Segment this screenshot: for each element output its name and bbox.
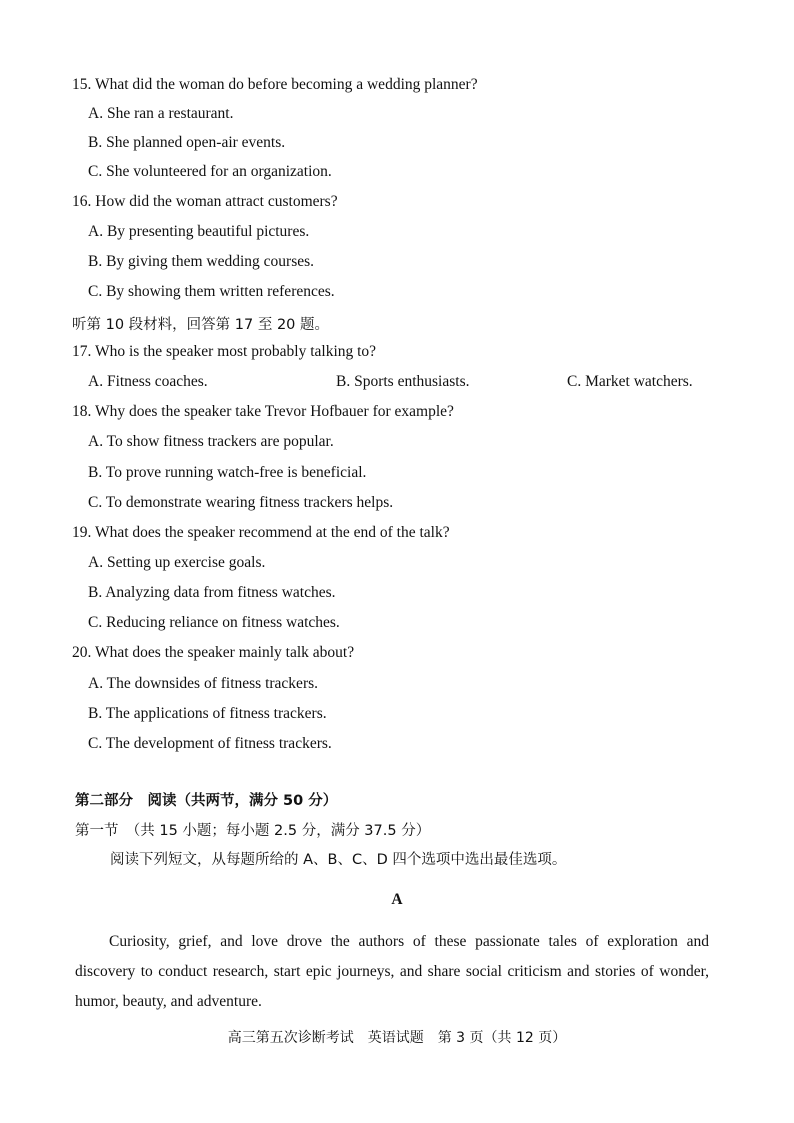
question-15-option-a: A. She ran a restaurant. — [88, 105, 234, 122]
question-18-option-a: A. To show fitness trackers are popular. — [88, 433, 334, 450]
question-20-option-b: B. The applications of fitness trackers. — [88, 705, 327, 722]
question-15-option-c: C. She volunteered for an organization. — [88, 163, 332, 180]
question-16-option-b: B. By giving them wedding courses. — [88, 253, 315, 270]
question-20-option-c: C. The development of fitness trackers. — [88, 735, 332, 752]
question-19-option-a: A. Setting up exercise goals. — [88, 554, 266, 571]
question-17-option-c: C. Market watchers. — [567, 373, 693, 390]
question-16-option-a: A. By presenting beautiful pictures. — [88, 223, 310, 240]
question-20-stem: 20. What does the speaker mainly talk about? — [72, 644, 355, 661]
passage-paragraph: Curiosity, grief, and love drove the authors of these passionate tales of exploration and discovery to conduct research, start epic journeys, and share social criticism and stories of wonder, humor, beauty, and adventure. — [75, 933, 709, 1010]
part2-heading: 第二部分 阅读（共两节，满分 50 分） — [75, 793, 338, 809]
question-18-option-c: C. To demonstrate wearing fitness trackers helps. — [88, 494, 394, 511]
question-16-option-c: C. By showing them written references. — [88, 283, 335, 300]
question-18-stem: 18. Why does the speaker take Trevor Hofbauer for example? — [72, 403, 454, 420]
question-17-option-a: A. Fitness coaches. — [88, 373, 208, 390]
question-19-option-c: C. Reducing reliance on fitness watches. — [88, 614, 340, 631]
part2-section1: 第一节 （共 15 小题；每小题 2.5 分，满分 37.5 分） — [75, 823, 431, 839]
question-17-stem: 17. Who is the speaker most probably talking to? — [72, 343, 377, 360]
question-18-option-b: B. To prove running watch-free is beneficial. — [88, 464, 367, 481]
question-16-stem: 16. How did the woman attract customers? — [72, 193, 338, 210]
listening-instruction: 听第 10 段材料，回答第 17 至 20 题。 — [72, 317, 330, 333]
question-17-option-b: B. Sports enthusiasts. — [336, 373, 470, 390]
question-15-option-b: B. She planned open-air events. — [88, 134, 286, 151]
passage-label: A — [391, 891, 403, 908]
question-20-option-a: A. The downsides of fitness trackers. — [88, 675, 319, 692]
page-footer: 高三第五次诊断考试 英语试题 第 3 页（共 12 页） — [227, 1030, 567, 1046]
reading-directions: 阅读下列短文，从每题所给的 A、B、C、D 四个选项中选出最佳选项。 — [110, 852, 567, 868]
question-15-stem: 15. What did the woman do before becoming a wedding planner? — [72, 76, 478, 93]
question-19-stem: 19. What does the speaker recommend at the end of the talk? — [72, 524, 450, 541]
question-19-option-b: B. Analyzing data from fitness watches. — [88, 584, 336, 601]
